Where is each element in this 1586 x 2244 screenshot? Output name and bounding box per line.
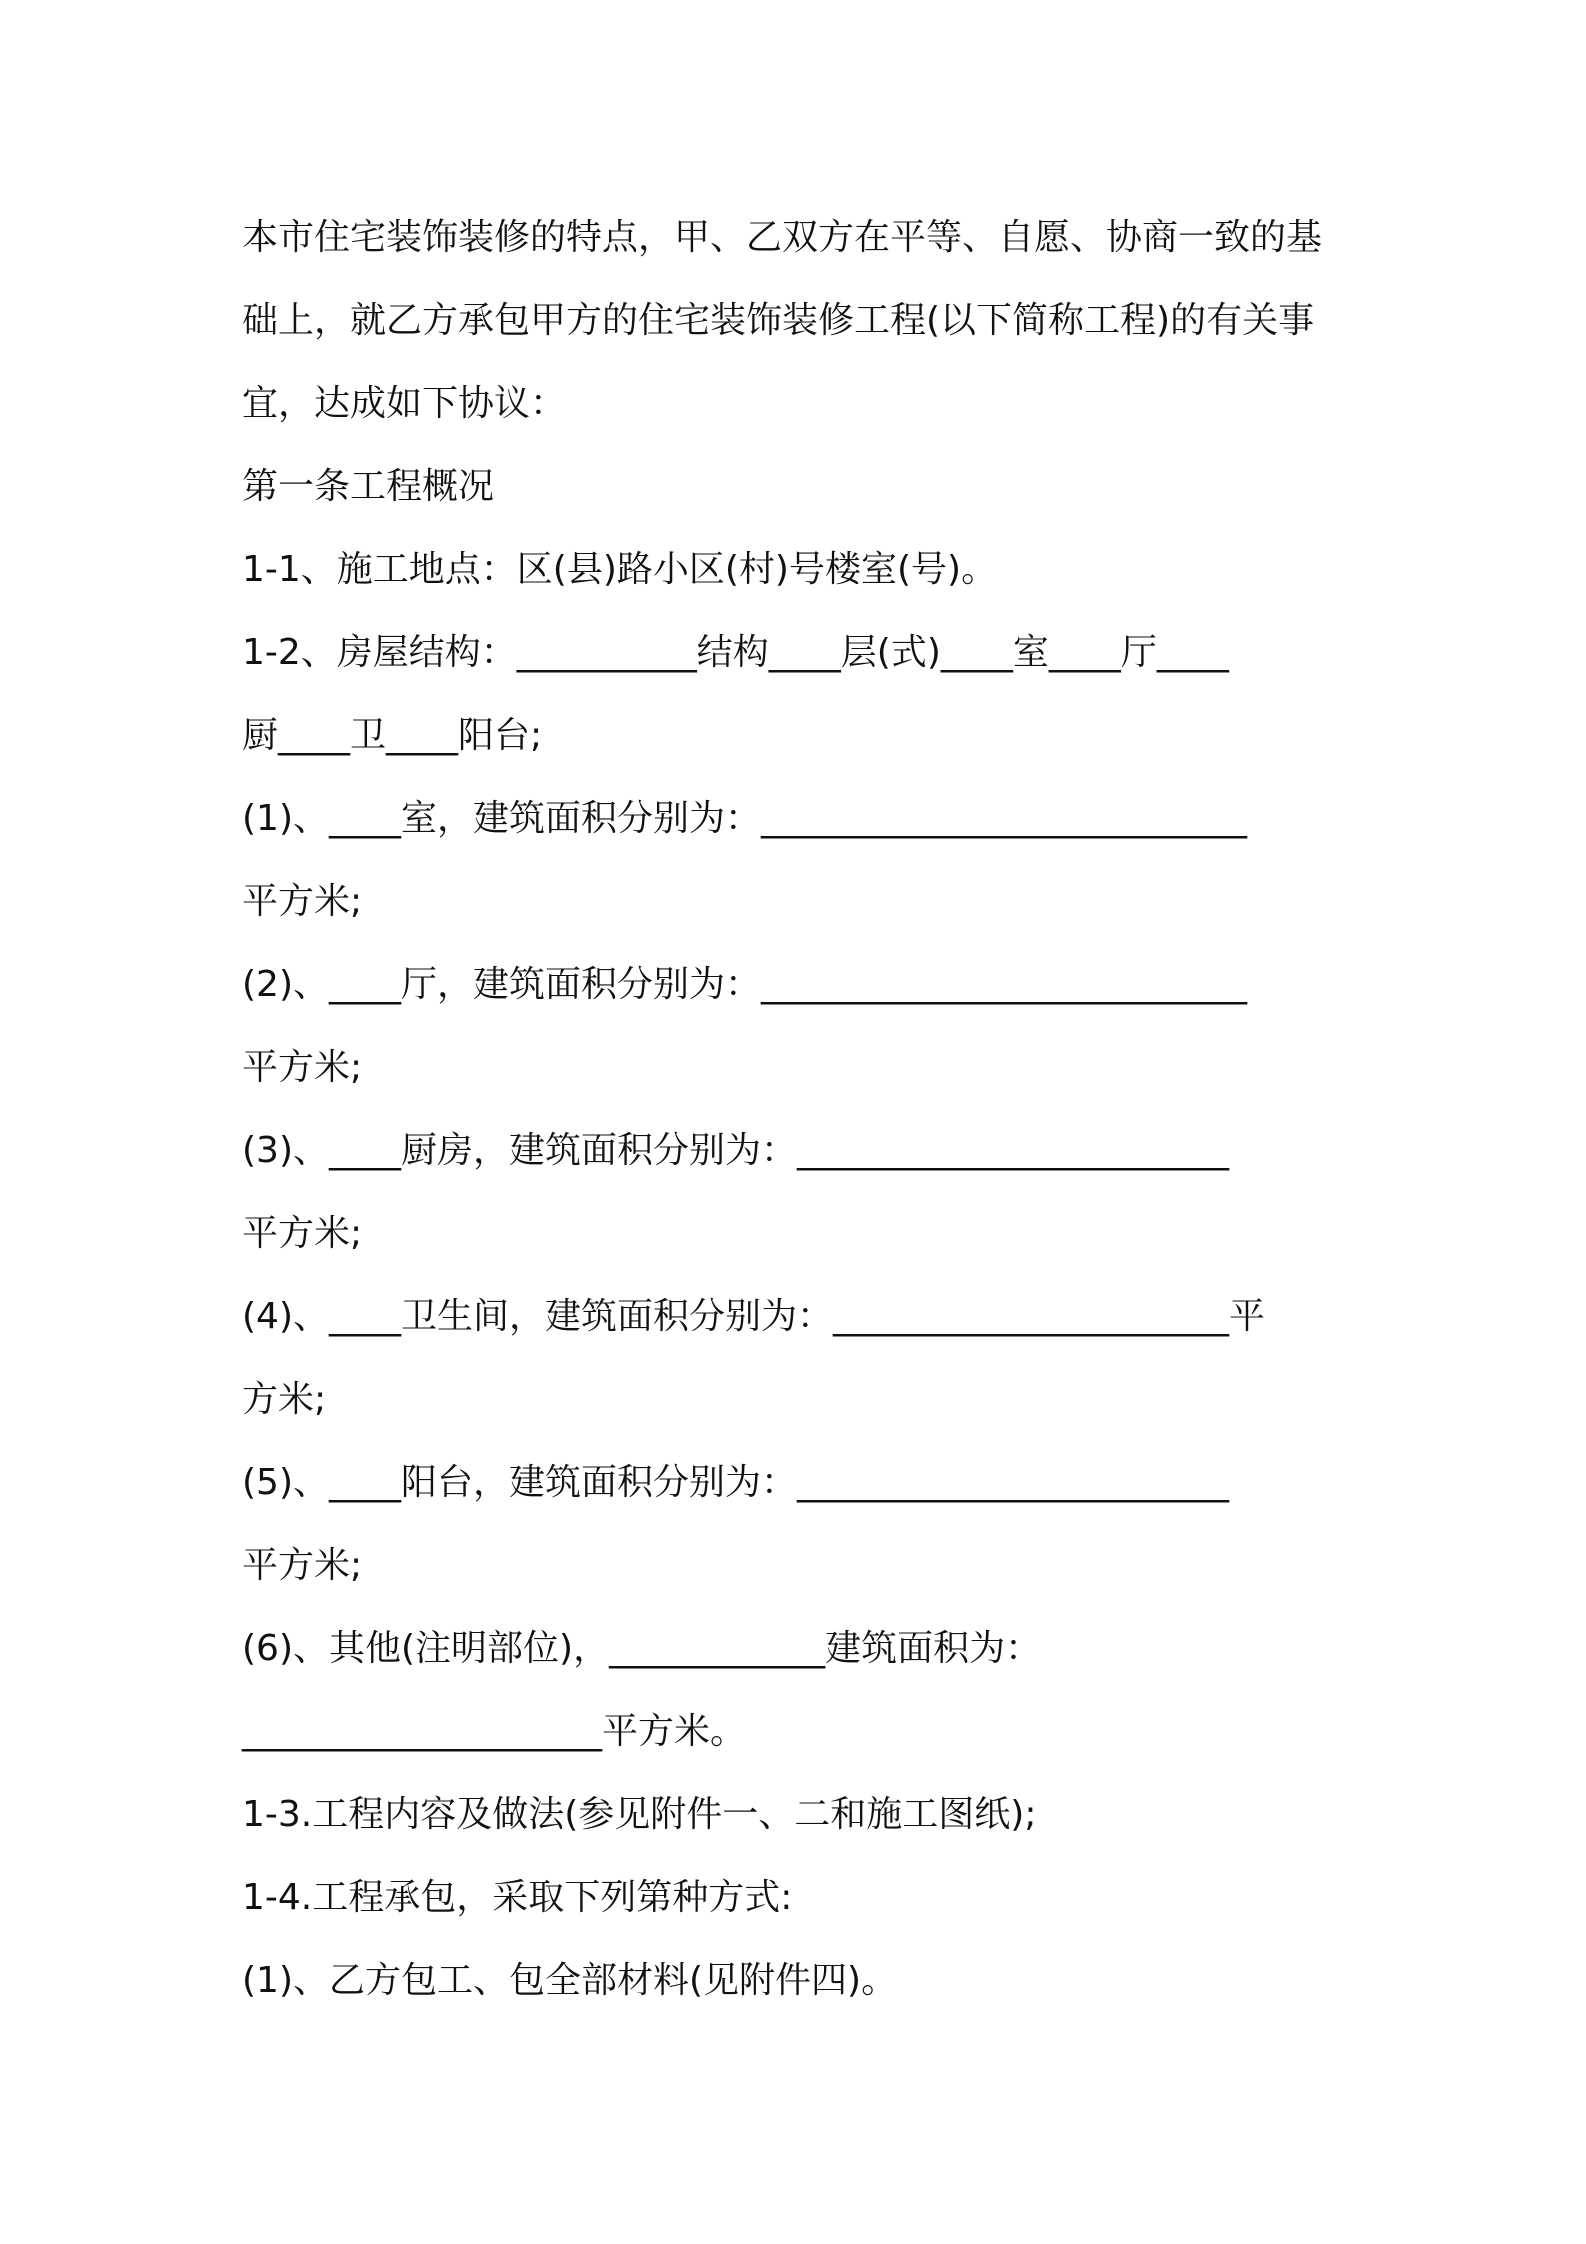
paragraph-line-intro-3: 宜，达成如下协议： [242,383,567,424]
item-2-unit: 平方米; [242,1047,363,1088]
paragraph-line-intro-2: 础上，就乙方承包甲方的住宅装饰装修工程(以下简称工程)的有关事 [242,300,1315,341]
clause-1-1-location: 1-1、施工地点：区(县)路小区(村)号楼室(号)。 [242,549,998,590]
option-1-full-package: (1)、乙方包工、包全部材料(见附件四)。 [242,1960,898,2001]
item-5-unit: 平方米; [242,1545,363,1586]
section-heading-article-1: 第一条工程概况 [242,466,495,507]
item-6-other-area: (6)、其他(注明部位)，____________建筑面积为： [242,1628,1042,1669]
item-3-kitchen-area: (3)、____厨房，建筑面积分别为：________________________ [242,1130,1229,1171]
clause-1-2-structure-continued: 厨____卫____阳台; [242,715,543,756]
item-1-rooms-area: (1)、____室，建筑面积分别为：___________________________ [242,798,1247,839]
clause-1-4-contracting: 1-4.工程承包，采取下列第种方式: [242,1877,793,1918]
item-3-unit: 平方米; [242,1213,363,1254]
item-2-halls-area: (2)、____厅，建筑面积分别为：___________________________ [242,964,1247,1005]
item-1-unit: 平方米; [242,881,363,922]
clause-1-3-content: 1-3.工程内容及做法(参见附件一、二和施工图纸); [242,1794,1037,1835]
clause-1-2-structure: 1-2、房屋结构：__________结构____层(式)____室____厅____ [242,632,1229,673]
item-5-balcony-area: (5)、____阳台，建筑面积分别为：________________________ [242,1462,1229,1503]
item-6-unit: ____________________平方米。 [242,1711,747,1752]
item-4-bathroom-area: (4)、____卫生间，建筑面积分别为：______________________平 [242,1296,1265,1337]
document-body [242,196,1362,2022]
paragraph-line-intro-1: 本市住宅装饰装修的特点，甲、乙双方在平等、自愿、协商一致的基 [242,217,1323,258]
item-4-unit: 方米; [242,1379,327,1420]
